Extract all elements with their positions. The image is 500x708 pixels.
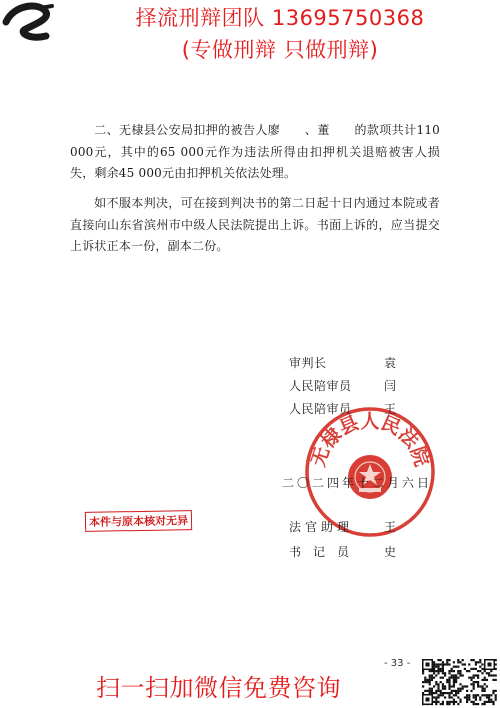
verdict-paragraph-2 (70, 120, 440, 185)
court-clerk-name: 史 (384, 545, 397, 559)
people-juror-role: 人民陪审员 (289, 402, 352, 416)
people-juror-line (289, 400, 396, 417)
paragraph-text: 如不服本判决，可在接到判决书的第二日起十日内通过本院或者直接向山东省滨州市中级人民法院提出上诉。书面上诉的，应当提交上诉状正本一份，副本二份。 (70, 196, 440, 253)
presiding-judge-name: 袁 (384, 356, 397, 370)
judge-assistant-role: 法官助理 (289, 520, 354, 534)
appeal-notice-paragraph (70, 193, 440, 258)
presiding-judge-line (289, 354, 396, 371)
copy-verification-stamp: 本件与原本核对无异 (85, 510, 192, 532)
seal-text: 无棣县人民法院 (307, 410, 433, 470)
people-juror-name: 王 (384, 402, 397, 416)
logo-swoosh-icon (0, 0, 60, 48)
brand-logo (0, 0, 60, 48)
judgment-date: 二〇二四年十二月六日 (282, 476, 433, 490)
court-clerk-role: 书记员 (289, 545, 362, 559)
banner-subtitle: (专做刑辩 只做刑辩) (181, 38, 379, 62)
court-clerk-line (289, 543, 396, 560)
people-juror-name: 闫 (384, 379, 397, 393)
page-number: - 33 - (384, 658, 411, 669)
banner-title: 择流刑辩团队 13695750368 (135, 6, 425, 30)
people-juror-role: 人民陪审员 (289, 379, 352, 393)
paragraph-text: 二、无棣县公安局扣押的被告人廖 、董 的款项共计110 000元，其中的65 000元作为违法所得由扣押机关退赔被害人损失，剩余45 000元由扣押机关依法处理。 (70, 123, 440, 180)
footer-wechat-prompt: 扫一扫加微信免费咨询 (96, 674, 341, 702)
judge-assistant-name: 王 (384, 520, 397, 534)
judge-assistant-line (289, 518, 396, 535)
presiding-judge-role: 审判长 (289, 356, 327, 370)
wechat-qr-code-icon[interactable] (420, 657, 498, 707)
people-juror-line (289, 377, 396, 394)
